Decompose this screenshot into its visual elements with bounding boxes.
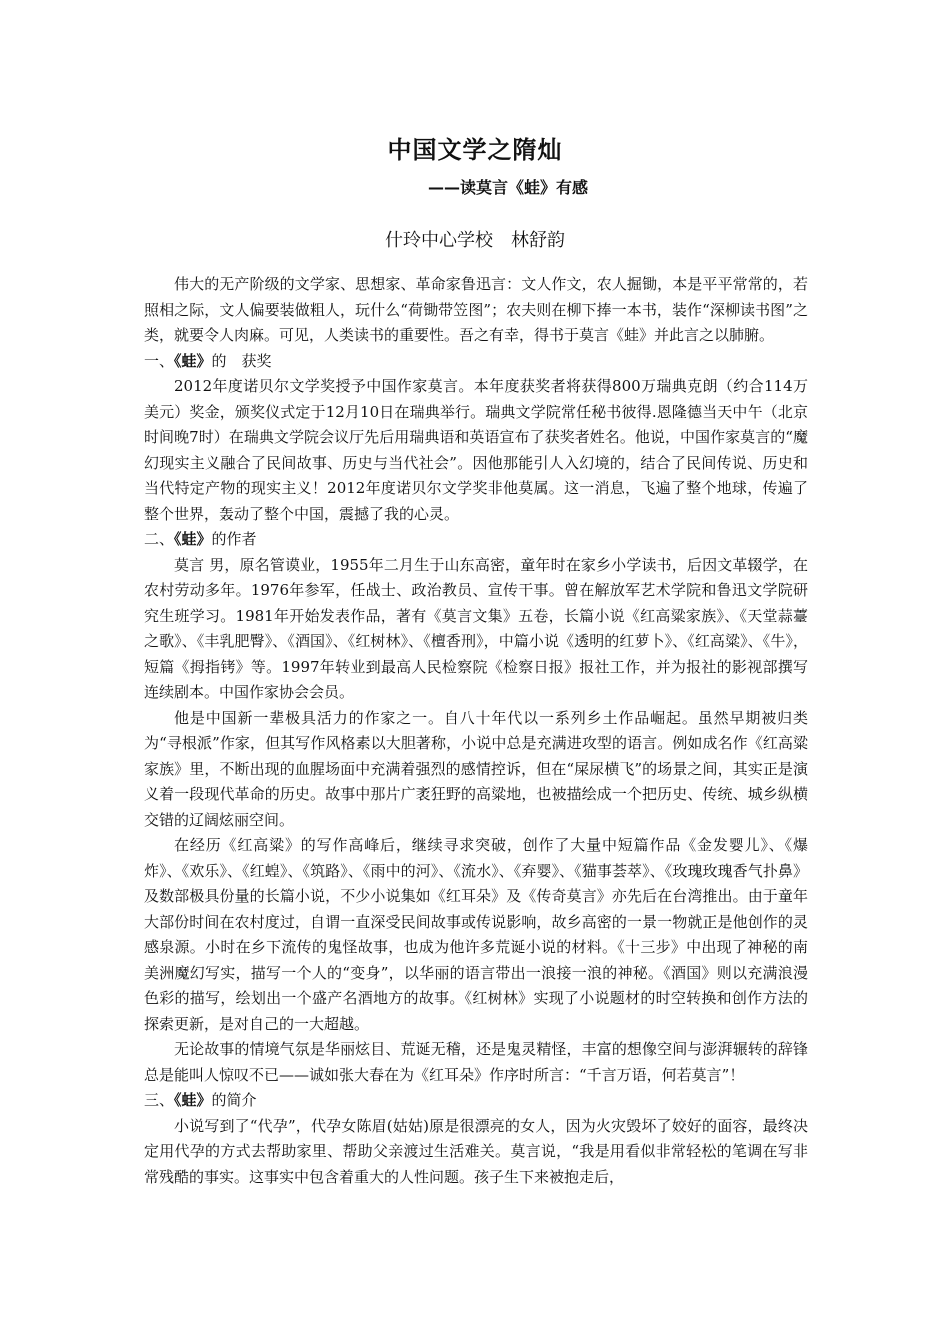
document-title: 中国文学之隋灿 (387, 136, 563, 164)
section-heading-award (144, 349, 808, 375)
body-text (144, 272, 808, 1190)
author-paragraph-2: 他是中国新一辈极具活力的作家之一。自八十年代以一系列乡土作品崛起。虽然早期被归类为“寻根派”作家，但其写作风格素以大胆著称，小说中总是充满进攻型的语言。例如成名作《红高粱家族》里，不断出现的血腥场面中充满着强烈的感情控诉，但在“屎尿横飞”的场景之间，其实正是演义着一段现代革命的历史。故事中那片广袤狂野的高粱地，也被描绘成一个把历史、传统、城乡纵横交错的辽阔炫丽空间。 (144, 708, 808, 829)
author-paragraph-1: 莫言 男，原名管谟业，1955年二月生于山东高密，童年时在家乡小学读书，后因文革辍学，在农村劳动多年。1976年参军，任战士、政治教员、宣传干事。曾在解放军艺术学院和鲁迅文学院研究生班学习。1981年开始发表作品，著有《莫言文集》五卷，长篇小说《红高粱家族》、《天堂蒜薹之歌》、《丰乳肥臀》、《酒国》、《红树林》、《檀香刑》，中篇小说《透明的红萝卜》、《红高粱》、《牛》，短篇《拇指铐》等。1997年转业到最高人民检察院《检察日报》报社工作，并为报社的影视部撰写连续剧本。中国作家协会会员。 (144, 555, 808, 701)
section-heading-book: 《蛙》 (174, 1091, 212, 1109)
author-line: 什玲中心学校 林舒韵 (385, 230, 565, 251)
section-heading-prefix: 二、 (144, 530, 175, 548)
section-heading-suffix: 的作者 (211, 530, 257, 548)
author-paragraph-3: 在经历《红高粱》的写作高峰后，继续寻求突破，创作了大量中短篇作品《金发婴儿》、《爆炸》、《欢乐》、《红蝗》、《筑路》、《雨中的河》、《流水》、《弃婴》、《猫事荟萃》、《玫瑰玫瑰香气扑鼻》及数部极具份量的长篇小说，不少小说集如《红耳朵》及《传奇莫言》亦先后在台湾推出。由于童年大部份时间在农村度过，自谓一直深受民间故事或传说影响，故乡高密的一景一物就正是他创作的灵感泉源。小时在乡下流传的鬼怪故事，也成为他许多荒诞小说的材料。《十三步》中出现了神秘的南美洲魔幻写实，描写一个人的“变身”，以华丽的语言带出一浪接一浪的神秘。《酒国》则以充满浪漫色彩的描写，绘划出一个盛产名酒地方的故事。《红树林》实现了小说题材的时空转换和创作方法的探索更新，是对自己的一大超越。 (144, 836, 808, 1033)
section-heading-prefix: 一、 (144, 351, 175, 370)
section-heading-suffix: 的简介 (211, 1091, 257, 1109)
author-paragraph-4: 无论故事的情境气氛是华丽炫目、荒诞无稽，还是鬼灵精怪，丰富的想像空间与澎湃辗转的辞锋总是能叫人惊叹不已——诚如张大春在为《红耳朵》作序时所言：“千言万语，何若莫言”！ (144, 1040, 808, 1084)
award-paragraph: 2012年度诺贝尔文学奖授予中国作家莫言。本年度获奖者将获得800万瑞典克朗（约合114万美元）奖金，颁奖仪式定于12月10日在瑞典举行。瑞典文学院常任秘书彼得.恩隆德当天中午（北京时间晚7时）在瑞典文学院会议厅先后用瑞典语和英语宣布了获奖者姓名。他说，中国作家莫言的“魔幻现实主义融合了民间故事、历史与当代社会”。因他那能引人入幻境的，结合了民间传说、历史和当代特定产物的现实主义！2012年度诺贝尔文学奖非他莫属。这一消息，飞遍了整个地球，传遍了整个世界，轰动了整个中国，震撼了我的心灵。 (144, 377, 808, 523)
summary-paragraph: 小说写到了“代孕”，代孕女陈眉(姑姑)原是很漂亮的女人，因为火灾毁坏了姣好的面容，最终决定用代孕的方式去帮助家里、帮助父亲渡过生活难关。莫言说，“我是用看似非常轻松的笔调在写非常残酷的事实。这事实中包含着重大的人性问题。孩子生下来被抱走后， (144, 1116, 808, 1186)
intro-paragraph: 伟大的无产阶级的文学家、思想家、革命家鲁迅言：文人作文，农人掘锄，本是平平常常的，若照相之际，文人偏要装做粗人，玩什么“荷锄带笠图”；农夫则在柳下捧一本书，装作“深柳读书图”之类，就要令人肉麻。可见，人类读书的重要性。吾之有幸，得书于莫言《蛙》并此言之以肺腑。 (144, 275, 808, 344)
section-heading-author (144, 527, 808, 553)
section-heading-summary (144, 1088, 808, 1114)
section-heading-prefix: 三、 (144, 1091, 175, 1109)
section-heading-book: 《蛙》 (174, 530, 212, 548)
section-heading-suffix: 的 获奖 (211, 351, 272, 370)
document-subtitle: ——读莫言《蛙》有感 (428, 178, 589, 197)
section-heading-book: 《蛙》 (174, 351, 212, 370)
